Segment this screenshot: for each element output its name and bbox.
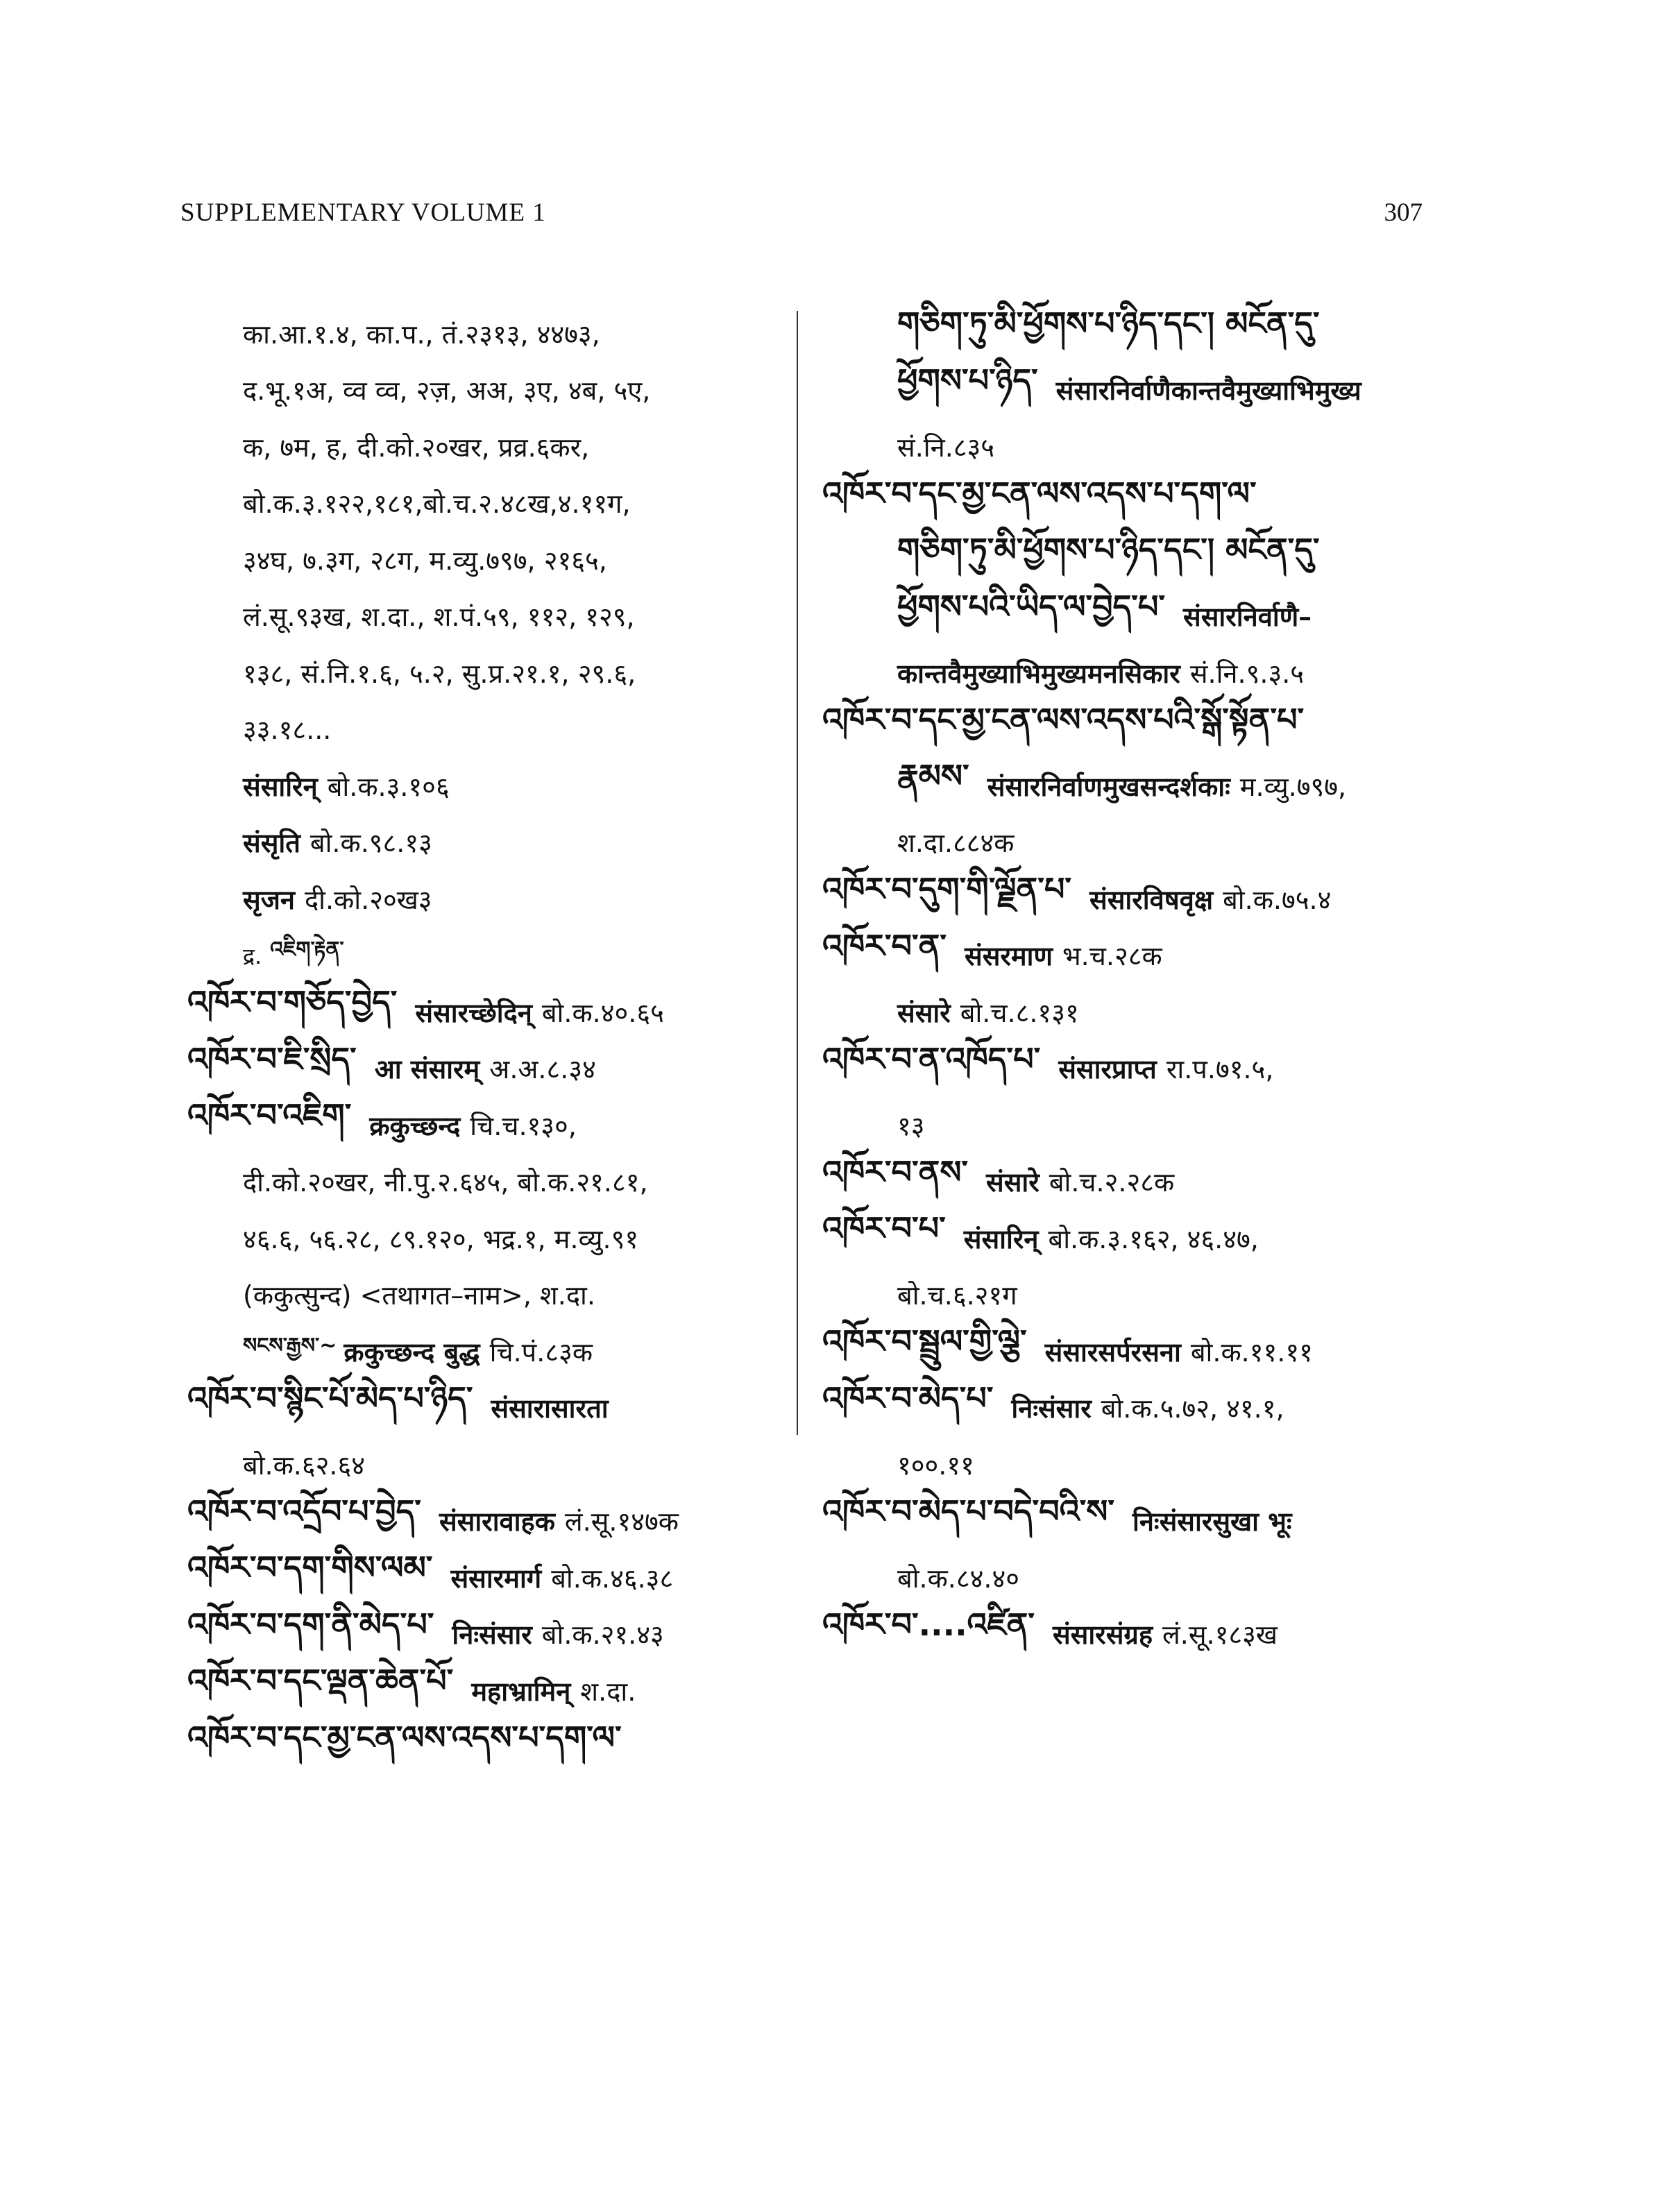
- entry-headword: [822, 928, 1412, 985]
- sanskrit-term: कान्तवैमुख्याभिमुख्यमनसिकार: [897, 658, 1180, 689]
- sanskrit-term: संसरमाण: [965, 941, 1053, 972]
- sanskrit-term: संसारिन्: [963, 1223, 1039, 1254]
- reference-text: १००.११: [897, 1449, 974, 1481]
- tibetan-term: འཁོར་བ་ཇི་སྲིད་: [187, 1039, 357, 1078]
- tibetan-term: འཁོར་བ་ན་: [822, 926, 947, 964]
- entry-headword: [822, 1606, 1412, 1663]
- reference-text: १३८, सं.नि.१.६, ५.२, सु.प्र.२१.१, २९.६,: [243, 658, 636, 689]
- tibetan-term: འཁོར་བ་....འཛིན་: [822, 1605, 1035, 1643]
- reference-text: दी.को.२०ख३: [304, 884, 432, 915]
- sanskrit-term: क्रकुच्छन्द: [369, 1110, 461, 1141]
- reference-text: अ.अ.८.३४: [489, 1054, 596, 1085]
- tibetan-term: འཁོར་བ་པ་: [822, 1209, 946, 1248]
- entry-line: [187, 305, 784, 362]
- tibetan-term: འཁོར་བ་འཇིག་: [187, 1096, 352, 1134]
- reference-text: म.व्यु.७९७,: [1239, 771, 1347, 802]
- tibetan-term: གཅིག་ཏུ་མི་ཕྱོགས་པ་ཉིད་དང་། མངོན་དུ་: [897, 531, 1320, 569]
- sanskrit-term: निःसंसार: [452, 1619, 532, 1651]
- entry-headword: [822, 1041, 1412, 1098]
- sanskrit-term: संसारनिर्वाणै–: [1183, 602, 1312, 633]
- entry-line: [187, 701, 784, 758]
- sanskrit-term: संसारमार्ग: [450, 1563, 542, 1594]
- column-divider: [797, 311, 798, 1435]
- reference-text: बो.क.११.११: [1190, 1336, 1313, 1368]
- reference-text: चि.पं.८३क: [489, 1336, 593, 1368]
- tibetan-term: འཁོར་བ་དང་མྱ་ངན་ལས་འདས་པའི་སྒོ་སྟོན་པ་: [822, 700, 1305, 738]
- reference-text: चि.च.१३०,: [470, 1110, 577, 1141]
- tibetan-term: ཕྱོགས་པའི་ཡིད་ལ་བྱེད་པ་: [897, 587, 1166, 625]
- entry-line: [187, 588, 784, 645]
- tibetan-term: འཁོར་བ་དང་མྱ་ངན་ལས་འདས་པ་དག་ལ་: [822, 474, 1257, 512]
- page-number: 307: [1384, 198, 1423, 227]
- reference-text: (ककुत्सुन्द) <तथागत–नाम>, श.दा.: [243, 1280, 595, 1311]
- reference-text: बो.क.४०.६५: [541, 997, 664, 1028]
- sanskrit-term: संसारप्राप्त: [1058, 1054, 1157, 1085]
- tibetan-term: འཁོར་བ་གཅོད་བྱེད་: [187, 983, 398, 1021]
- reference-text: ३३.१८...: [243, 715, 332, 746]
- sanskrit-term: संसारे: [986, 1167, 1040, 1198]
- sanskrit-term: संसारविषवृक्ष: [1089, 884, 1214, 915]
- tibetan-term: འཁོར་བ་དང་མྱ་ངན་ལས་འདས་པ་དག་ལ་: [187, 1718, 622, 1756]
- reference-text: बो.क.९८.१३: [309, 828, 432, 859]
- tibetan-term: འཁོར་བ་དང་ལྡན་ཆེན་པོ་: [187, 1662, 454, 1700]
- reference-text: सं.नि.९.३.५: [1189, 658, 1305, 689]
- sanskrit-term: महाभ्रामिन्: [471, 1676, 571, 1707]
- reference-text: बो.च.६.२१ग: [897, 1280, 1017, 1311]
- tibetan-term: འཇིག་རྟེན་: [270, 937, 344, 962]
- reference-text: लं.सू.१८३ख: [1162, 1619, 1278, 1651]
- sanskrit-term: संसारनिर्वाणैकान्तवैमुख्याभिमुख्य: [1055, 375, 1361, 407]
- entry-headword: [822, 1210, 1412, 1267]
- entry-line: [187, 362, 784, 419]
- entry-line: [187, 418, 784, 475]
- tibetan-term: འཁོར་བ་སྙིང་པོ་མེད་པ་ཉིད་: [187, 1379, 473, 1417]
- reference-text: बो.क.३.१६२, ४६.४७,: [1048, 1223, 1259, 1254]
- entry-line: [187, 645, 784, 701]
- sanskrit-term: संसारिन्: [243, 771, 318, 802]
- tibetan-term: འཁོར་བ་སྦྲུལ་གྱི་ལྕེ་: [822, 1322, 1027, 1361]
- reference-text: बो.क.८४.४०: [897, 1563, 1020, 1594]
- entry-headword: [822, 1380, 1412, 1437]
- entry-line: [187, 1267, 784, 1324]
- reference-text: बो.क.४६.३८: [551, 1563, 674, 1594]
- sanskrit-term: संसारे: [897, 997, 951, 1028]
- entry-line: [187, 871, 784, 928]
- sanskrit-term: संसारावाहक: [439, 1506, 555, 1538]
- entry-headword: [187, 1380, 784, 1437]
- reference-text: बो.च.८.१३१: [960, 997, 1079, 1028]
- right-column: [822, 305, 1412, 1662]
- reference-text: भ.च.२८क: [1062, 941, 1162, 972]
- reference-text: ३४घ, ७.३ग, २८ग, म.व्यु.७९७, २१६५,: [243, 545, 607, 576]
- reference-text: दी.को.२०खर, नी.पु.२.६४५, बो.क.२१.८१,: [243, 1167, 648, 1198]
- reference-text: का.आ.१.४, का.प., तं.२३१३, ४४७३,: [243, 318, 600, 350]
- entry-headword: [187, 1719, 784, 1776]
- reference-text: श.दा.: [580, 1676, 636, 1707]
- sanskrit-term: निःसंसार: [1011, 1393, 1092, 1424]
- sanskrit-term: संसारसर्परसना: [1044, 1336, 1181, 1368]
- sanskrit-term: सृजन: [243, 884, 295, 915]
- reference-text: बो.क.३.१०६: [327, 771, 450, 802]
- reference-text: बो.क.२१.४३: [541, 1619, 664, 1651]
- tibetan-term: འཁོར་བ་མེད་པ་: [822, 1379, 994, 1417]
- tibetan-term: རྣམས་: [897, 757, 969, 795]
- left-column: [187, 305, 784, 1776]
- tibetan-term: འཁོར་བ་འདྲོབ་པ་བྱེད་: [187, 1492, 421, 1530]
- reference-text: बो.क.६२.६४: [243, 1449, 366, 1481]
- tibetan-term: འཁོར་བ་མེད་པ་བདེ་བའི་ས་: [822, 1492, 1114, 1530]
- sanskrit-term: संसारच्छेदिन्: [415, 997, 532, 1028]
- reference-text: लं.सू.९३ख, श.दा., श.पं.५९, ११२, १२९,: [243, 602, 635, 633]
- page-header: [180, 198, 1423, 246]
- tibetan-term: འཁོར་བ་དུག་གི་ལྗོན་པ་: [822, 870, 1072, 908]
- reference-text: श.दा.८८४क: [897, 828, 1015, 859]
- sanskrit-term: आ संसारम्: [374, 1054, 480, 1085]
- reference-text: बो.क.५.७२, ४१.१,: [1101, 1393, 1284, 1424]
- entry-headword: [187, 1097, 784, 1154]
- tibetan-term: འཁོར་བ་ན་འཁོད་པ་: [822, 1039, 1041, 1078]
- tibetan-term: སངས་རྒྱས་~: [243, 1333, 337, 1358]
- reference-text: बो.क.३.१२२,१८१,बो.च.२.४८ख,४.११ग,: [243, 488, 631, 520]
- reference-text: द.भू.१अ, व्व व्व, २ज़, अअ, ३ए, ४ब, ५ए,: [243, 375, 651, 407]
- sanskrit-term: निःसंसारसुखा भूः: [1132, 1506, 1292, 1538]
- tibetan-term: འཁོར་བ་དག་ནི་མེད་པ་: [187, 1605, 434, 1643]
- sanskrit-term: संसारासारता: [491, 1393, 609, 1424]
- entry-line: [822, 588, 1412, 645]
- reference-text: लं.सू.१४७क: [564, 1506, 679, 1538]
- tibetan-term: ཕྱོགས་པ་ཉིད་: [897, 361, 1038, 399]
- running-head: SUPPLEMENTARY VOLUME 1: [180, 198, 546, 227]
- reference-text: सं.नि.८३५: [897, 432, 995, 463]
- entry-headword: [822, 1493, 1412, 1550]
- sanskrit-term: संसारसंग्रह: [1052, 1619, 1153, 1651]
- reference-text: ४६.६, ५६.२८, ८९.१२०, भद्र.१, म.व्यु.९१: [243, 1223, 639, 1254]
- cross-reference-label: द्र.: [243, 942, 262, 969]
- tibetan-term: འཁོར་བ་དག་གིས་ལམ་: [187, 1549, 433, 1587]
- tibetan-term: གཅིག་ཏུ་མི་ཕྱོགས་པ་ཉིད་དང་། མངོན་དུ་: [897, 305, 1320, 343]
- entry-line: [187, 531, 784, 588]
- sanskrit-term: क्रकुच्छन्द बुद्ध: [343, 1336, 480, 1368]
- reference-text: रा.प.७१.५,: [1166, 1054, 1274, 1085]
- sanskrit-term: संसृति: [243, 828, 300, 859]
- sanskrit-term: संसारनिर्वाणमुखसन्दर्शकाः: [987, 771, 1230, 802]
- entry-line: [187, 1210, 784, 1267]
- entry-line: [187, 475, 784, 532]
- entry-line: [187, 815, 784, 871]
- reference-text: १३: [897, 1110, 925, 1141]
- reference-text: बो.क.७५.४: [1223, 884, 1332, 915]
- reference-text: क, ७म, ह, दी.को.२०खर, प्रव्र.६कर,: [243, 432, 590, 463]
- reference-text: बो.च.२.२८क: [1049, 1167, 1175, 1198]
- tibetan-term: འཁོར་བ་ནས་: [822, 1152, 969, 1191]
- entry-line: [187, 758, 784, 815]
